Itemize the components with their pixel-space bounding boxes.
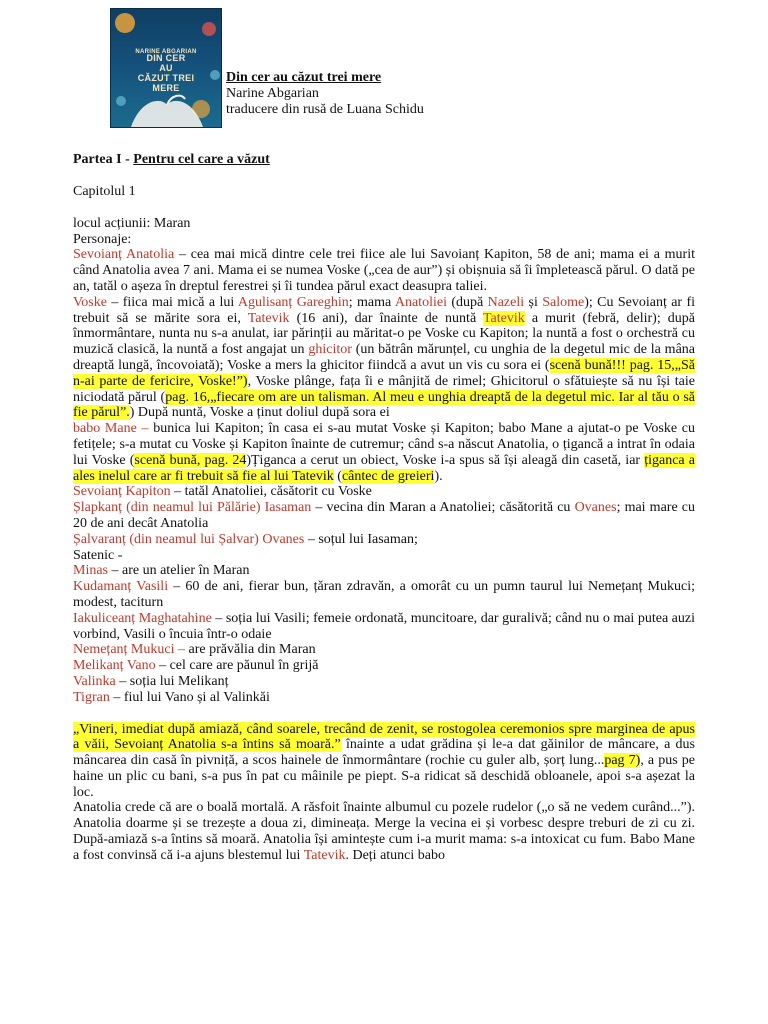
character-entry — [73, 548, 695, 564]
highlighted-text: „Vineri, imediat după amiază, când soarele, trecând de zenit, se rostogolea ceremonios spre marginea de apus a văii, Sevoianț Anatolia s-a întins să moară.” — [73, 721, 695, 753]
character-name: Anatoliei — [394, 294, 447, 310]
character-name: Tatevik — [247, 310, 290, 326]
character-name: Nazeli — [487, 294, 525, 310]
book-author: Narine Abgarian — [226, 85, 319, 101]
character-name: Melikanț Vano — [73, 658, 156, 674]
cover-title-line: MERE — [152, 83, 180, 93]
text-run: , Voske plânge, fața îi e mânjită de rimel; Ghicitorul o sfătuiește să nu își taie niciodată părul ( — [73, 373, 695, 405]
summary-paragraph — [73, 800, 695, 863]
character-entry — [73, 579, 695, 611]
character-entry — [73, 674, 695, 690]
text-run: (un bătrân mărunțel, cu unghia de la degetul mic de la mâna dreaptă lungă, încovoiată); Voske a mers la ghicitor fiindcă a avut un vis cu sora ei ( — [73, 342, 695, 373]
text-run: – soția lui Melikanț — [115, 673, 229, 689]
character-name: Nemețanț Mukuci – — [73, 642, 185, 658]
text-run: a murit (febră, delir); după înmormântare, nunta nu s-a anulat, iar părinții au măritat-o pe Voske cu Kapiton; la nuntă a fost o orchestră cu muzică clasică, la nuntă a fost angajat un — [73, 310, 695, 358]
cover-publisher: HUMANITAS FICTION — [143, 110, 189, 116]
character-entry — [73, 484, 695, 500]
document-page — [73, 8, 695, 864]
character-name: ghicitor — [308, 342, 352, 358]
character-name: Salome — [542, 294, 585, 310]
character-name: babo Mane – — [73, 421, 149, 437]
book-header — [73, 8, 695, 128]
character-name: Tigran — [73, 689, 110, 705]
character-entry — [73, 642, 695, 658]
highlighted-text: pag. 16,„fiecare om are un talisman. Al meu e unghia dreaptă de la degetul mic. Iar al tău o să fie părul”. — [73, 389, 695, 421]
text-run: și — [524, 294, 543, 310]
chapter-title: Capitolul 1 — [73, 184, 136, 199]
text-run: – are un atelier în Maran — [108, 563, 250, 579]
text-run: ) După nuntă, Voske a ținut doliul după sora ei — [129, 405, 390, 421]
highlighted-text: scenă bună!!! pag. 15,„Să n-ai parte de fericire, Voske!”) — [73, 357, 696, 389]
text-run: ; mai mare cu 20 de ani decât Anatolia — [73, 500, 695, 531]
characters-heading: Personaje: — [73, 231, 132, 247]
highlighted-text: cântec de greieri — [341, 468, 435, 484]
text-run: (după — [446, 294, 488, 310]
characters-list — [73, 247, 695, 705]
character-name: Sevoianț Kapiton — [73, 484, 171, 500]
text-run: . Deți atunci babo — [345, 847, 445, 863]
text-run: ); Cu Sevoianț ar fi trebuit să se mărite sora ei, — [73, 294, 696, 326]
text-run: )Țiganca a cerut un obiect, Voske i-a spus să își aleagă din casetă, iar — [246, 452, 645, 468]
text-run: – vecina din Maran a Anatoliei; căsătorită cu — [311, 500, 575, 516]
character-name: Șlapkanț (din neamul lui Pălărie) Iasaman — [73, 500, 312, 516]
summary-paragraph — [73, 722, 695, 801]
character-entry — [73, 295, 695, 421]
character-name: Voske — [73, 294, 107, 310]
book-title: Din cer au căzut trei mere — [226, 70, 382, 85]
text-run: – soțul lui Iasaman; — [304, 531, 418, 547]
character-entry — [73, 563, 695, 579]
text-run: ( — [333, 468, 342, 484]
text-run: – soția lui Vasili; femeie ordonată, muncitoare, dar guralivă; când nu o mai putea auzi vorbind, Vasili o încuia într-o odaie — [73, 610, 695, 642]
character-name: Kudamanț Vasili — [73, 579, 169, 595]
character-entry — [73, 247, 695, 294]
cover-title-line: AU — [159, 63, 173, 73]
text-run: , a pus pe haine un plic cu bani, s-a pus în pat cu mâinile pe piept. S-a ridicat să deschidă obloanele, apoi s-a așezat la loc. — [73, 753, 695, 800]
text-run: – fiul lui Vano și al Valinkăi — [109, 689, 270, 705]
highlighted-text: pag 7) — [604, 753, 641, 769]
character-entry — [73, 611, 695, 643]
text-run: – 60 de ani, fierar bun, țăran zdravăn, a omorât cu un pumn taurul lui Nemețanț Mukuci; modest, taciturn — [73, 579, 695, 610]
character-entry — [73, 421, 695, 484]
character-name: Sevoianț Anatolia — [73, 247, 175, 263]
cover-author: NARINE ABGARIAN — [135, 49, 197, 55]
character-name: Agulisanț Gareghin — [237, 294, 349, 310]
text-run: bunica lui Kapiton; în casa ei s-au mutat Voske și Kapiton; babo Mane a ajutat-o pe Voske cu fetițele; s-a mutat cu Voske și Kapiton înainte de cutremur; când s-a născut Anatolia, o țigancă a intrat în odaia lui Voske ( — [73, 421, 696, 468]
text-run: ). — [434, 468, 443, 484]
character-name: Tatevik — [482, 310, 525, 326]
part-title: Pentru cel care a văzut — [133, 152, 270, 167]
cover-title-line: CĂZUT TREI — [137, 73, 195, 83]
setting-line: locul acțiunii: Maran — [73, 215, 191, 231]
text-run: – tatăl Anatoliei, căsătorit cu Voske — [170, 484, 372, 500]
text-run: (16 ani), dar înainte de nuntă — [289, 310, 483, 326]
character-name: Ovanes — [574, 500, 617, 516]
character-name: Minas — [73, 563, 108, 579]
text-run: – fiica mai mică a lui — [106, 294, 238, 310]
text-run: Satenic - — [73, 547, 123, 563]
book-translation: traducere din rusă de Luana Schidu — [226, 101, 424, 117]
character-name: Șalvaranț (din neamul lui Șalvar) Ovanes — [73, 531, 305, 547]
text-run: înainte a udat grădina și le-a dat găinilor de mâncare, a dus mâncarea din casă în pivniță, a scos hainele de înmormântare (rochie cu guler alb, șorț lung... — [73, 737, 695, 769]
character-name: Iakuliceanț Maghatahine — [73, 610, 212, 626]
character-entry — [73, 658, 695, 674]
book-info — [222, 8, 424, 128]
character-entry — [73, 500, 695, 532]
text-run: ; mama — [348, 294, 395, 310]
part-prefix: Partea I - — [73, 152, 134, 167]
part-heading — [73, 152, 695, 168]
character-name: Valinka — [73, 673, 116, 689]
book-cover-image — [110, 8, 222, 128]
cover-title-line: DIN CER — [146, 53, 186, 63]
character-entry — [73, 532, 695, 548]
text-run: are prăvălia din Maran — [184, 642, 316, 658]
text-run: Anatolia crede că are o boală mortală. A răsfoit înainte albumul cu pozele rudelor („o să ne vedem curând...”). Anatolia doarme și se trezește a doua zi, dimineața. Merge la vecina ei și vorbesc despre treburi de zi cu zi. După-amiază s-a întins să moară. Anatolia își amintește cum i-a murit mama: s-a intoxicat cu fum. Babo Mane a fost convinsă că i-a ajuns blestemul lui — [73, 800, 695, 863]
character-name: Tatevik — [303, 847, 346, 863]
character-entry — [73, 690, 695, 706]
text-run: – cel care are păunul în grijă — [155, 658, 319, 674]
highlighted-text: scenă bună, pag. 24 — [134, 452, 247, 468]
highlighted-text: țiganca a ales inelul care ar fi trebuit să fie al lui Tatevik — [73, 452, 695, 484]
text-run: – cea mai mică dintre cele trei fiice ale lui Savoianț Kapiton, 58 de ani; mama ei a murit când Anatolia avea 7 ani. Mama ei se numea Voske („cea de aur”) și obișnuia să îi împletească părul. O dată pe an, tatăl o așeza în dreptul ferestrei și îi tundea părul exact deasupra taliei. — [73, 247, 695, 294]
summary-section — [73, 722, 695, 864]
spacer — [73, 200, 695, 216]
